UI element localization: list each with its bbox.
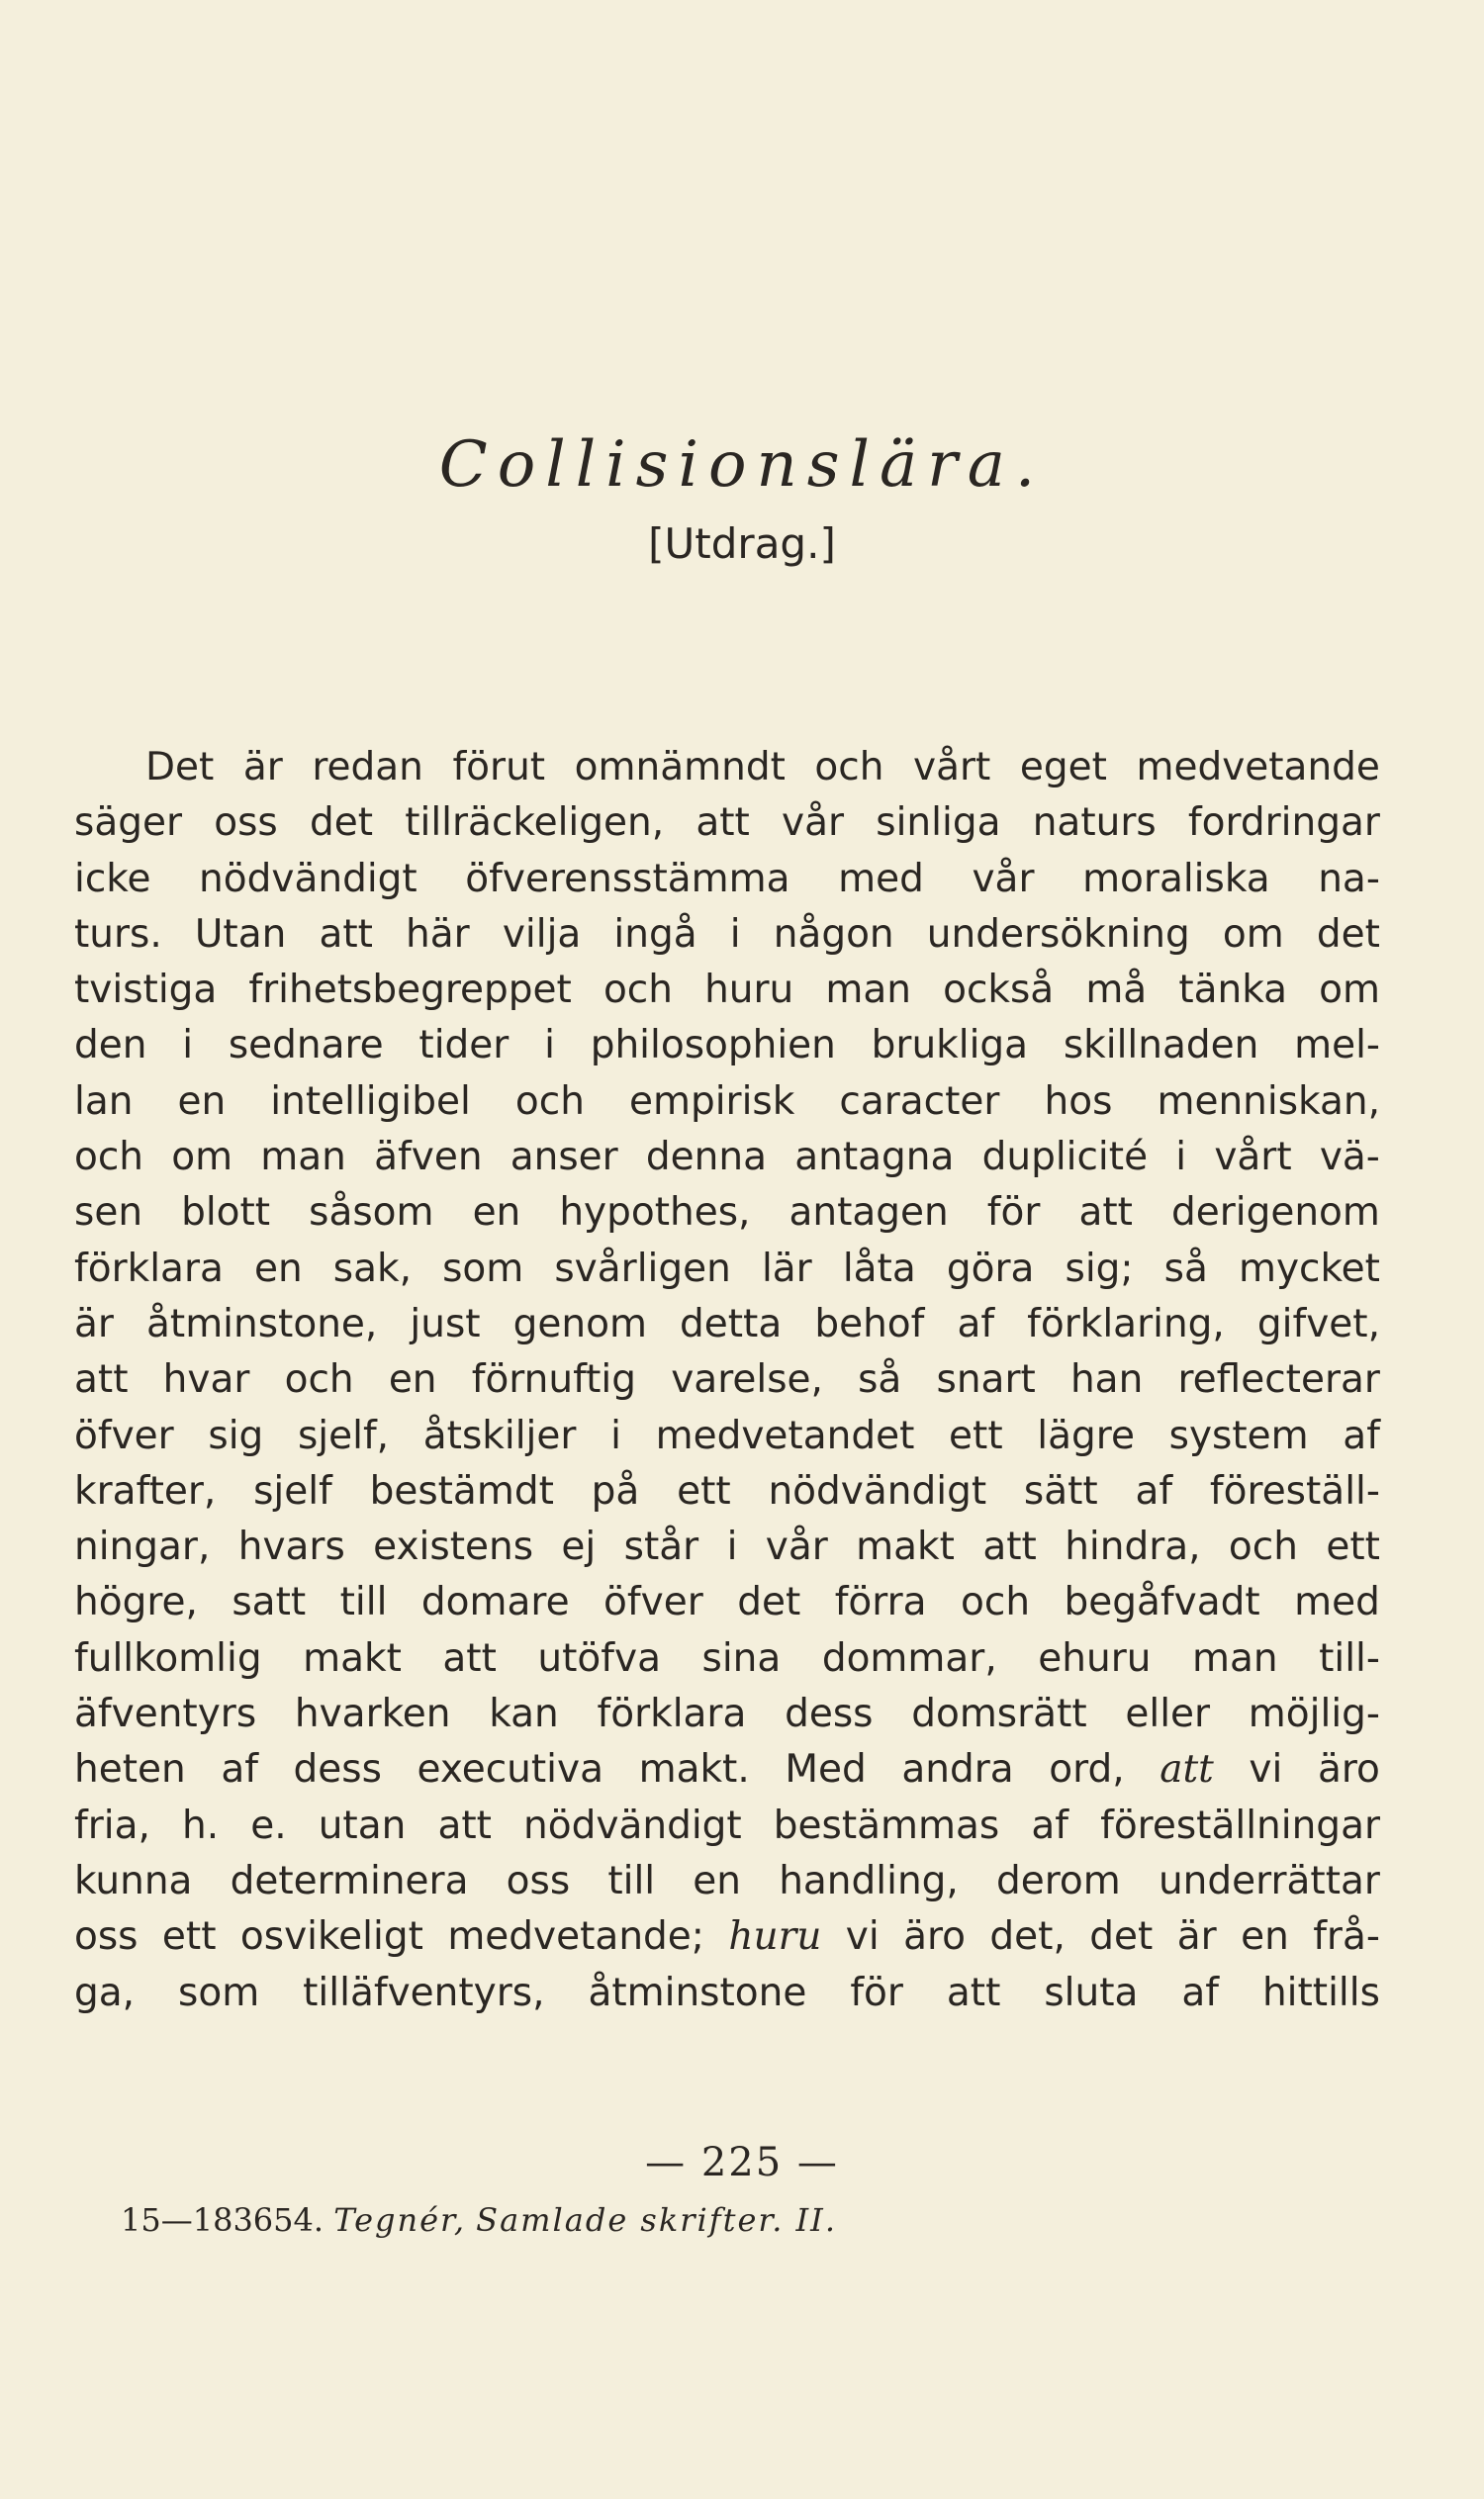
body-paragraph [74, 740, 1380, 2021]
text-line: fria, h. e. utan att nödvändigt bestämmas af föreställningar [74, 1803, 1380, 1848]
text-line: och om man äfven anser denna antagna duplicité i vårt vä- [74, 1135, 1380, 1180]
text-line: är åtminstone, just genom detta behof af förklaring, gifvet, [74, 1301, 1380, 1346]
text-line: äfventyrs hvarken kan förklara dess domsrätt eller möjlig- [74, 1692, 1380, 1737]
footer-signature: 15—183654. [121, 2201, 325, 2239]
text-line: tvistiga frihetsbegreppet och huru man också må tänka om [74, 968, 1380, 1013]
text-line: fullkomlig makt att utöfva sina dommar, ehuru man till- [74, 1635, 1380, 1681]
text-line: heten af dess executiva makt. Med andra ord, att vi äro [74, 1747, 1380, 1793]
page-number: — 225 — [645, 2140, 839, 2185]
text-line: lan en intelligibel och empirisk caracter hos menniskan, [74, 1078, 1380, 1124]
text-line: krafter, sjelf bestämdt på ett nödvändigt sätt af föreställ- [74, 1468, 1380, 1514]
text-line: Det är redan förut omnämndt och vårt eget medvetande [145, 745, 1380, 789]
text-line: icke nödvändigt öfverensstämma med vår moraliska na- [74, 856, 1380, 901]
chapter-subtitle: [Utdrag.] [648, 519, 836, 568]
printer-footer [121, 2196, 837, 2244]
text-line: ga, som tilläfventyrs, åtminstone för att sluta af hittills [74, 1970, 1380, 2015]
text-line: ningar, hvars existens ej står i vår makt att hindra, och ett [74, 1525, 1380, 1570]
text-line: oss ett osvikeligt medvetande; huru vi äro det, det är en frå- [74, 1914, 1380, 1960]
footer-author: Tegnér, [333, 2201, 466, 2239]
chapter-title: Collisionslära. [438, 428, 1046, 502]
text-line: högre, satt till domare öfver det förra och begåfvadt med [74, 1580, 1380, 1625]
text-line: sen blott såsom en hypothes, antagen för att derigenom [74, 1190, 1380, 1236]
text-line: kunna determinera oss till en handling, derom underrättar [74, 1858, 1380, 1903]
footer-work: Samlade skrifter. II. [476, 2201, 837, 2239]
text-line: att hvar och en förnuftig varelse, så snart han reflecterar [74, 1357, 1380, 1403]
text-line: säger oss det tillräckeligen, att vår sinliga naturs fordringar [74, 800, 1380, 846]
text-line: öfver sig sjelf, åtskiljer i medvetandet ett lägre system af [74, 1413, 1380, 1458]
text-line: turs. Utan att här vilja ingå i någon undersökning om det [74, 911, 1380, 957]
text-line: förklara en sak, som svårligen lär låta göra sig; så mycket [74, 1246, 1380, 1291]
text-line: den i sednare tider i philosophien brukliga skillnaden mel- [74, 1023, 1380, 1068]
